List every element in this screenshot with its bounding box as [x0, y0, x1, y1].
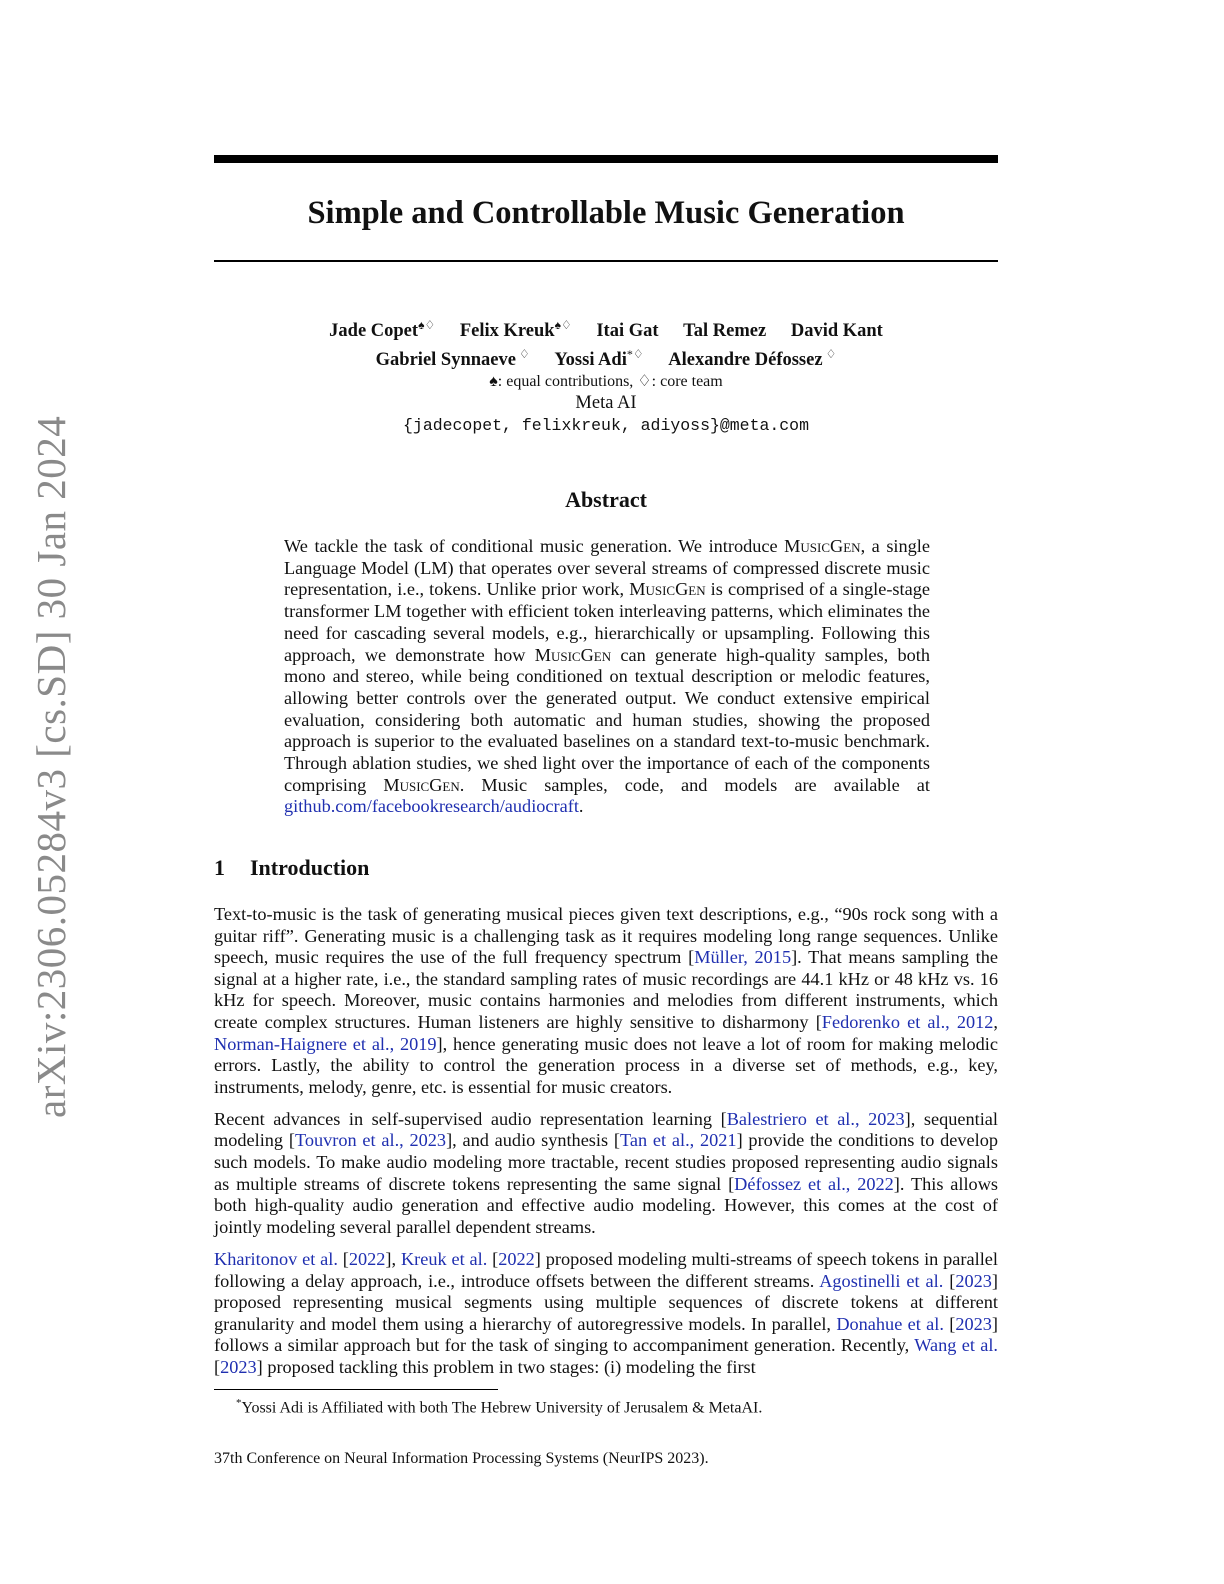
citation-link[interactable]: 2022: [498, 1248, 535, 1269]
author: Alexandre Défossez ♢: [668, 347, 837, 371]
footnote-rule: [214, 1389, 498, 1390]
section-number: 1: [214, 855, 225, 880]
abstract-text: We tackle the task of conditional music generation. We introduce MusicGen, a single Language Model (LM) that operates over several streams of compressed discrete music representation, i.e., tokens. Unlike prior work, MusicGen is comprised of a single-stage transformer LM together with efficient token interleaving patterns, which eliminates the need for cascading several models, e.g., hierarchically or upsampling. Following this approach, we demonstrate how MusicGen can generate high-quality samples, both mono and stereo, while being conditioned on textual description or melodic features, allowing better controls over the generated output. We conduct extensive empirical evaluation, considering both automatic and human studies, showing the proposed approach is superior to the evaluated baselines on a standard text-to-music benchmark. Through ablation studies, we shed light over the importance of each of the components comprising MusicGen. Music samples, code, and models are available at github.com/facebookresearch/audiocraft.: [284, 536, 931, 817]
author: Tal Remez: [683, 321, 767, 342]
venue-note: 37th Conference on Neural Information Processing Systems (NeurIPS 2023).: [214, 1450, 709, 1467]
citation-link[interactable]: Wang et al.: [914, 1335, 998, 1356]
citation-link[interactable]: Touvron et al., 2023: [294, 1130, 447, 1151]
author: Itai Gat: [596, 321, 659, 342]
citation-link[interactable]: Norman-Haignere et al., 2019: [214, 1033, 437, 1054]
section-heading-introduction: [214, 853, 998, 883]
abstract-heading: Abstract: [565, 487, 647, 512]
paper-title: Simple and Controllable Music Generation: [307, 195, 905, 231]
author: Yossi Adi*♢: [554, 347, 644, 371]
title-bottom-rule: [214, 260, 998, 262]
citation-link[interactable]: Müller, 2015: [694, 947, 792, 968]
code-repository-link[interactable]: github.com/facebookresearch/audiocraft: [284, 796, 579, 817]
paragraph: Text-to-music is the task of generating musical pieces given text descriptions, e.g., “90s rock song with a guitar riff”. Generating music is a challenging task as it requires modeling long range sequences. Unlike speech, music requires the use of the full frequency spectrum [Müller, 2015]. That means sampling the signal at a higher rate, i.e., the standard sampling rates of music recordings are 44.1 kHz or 48 kHz vs. 16 kHz for speech. Moreover, music contains harmonies and melodies from different instruments, which create complex structures. Human listeners are highly sensitive to disharmony [Fedorenko et al., 2012, Norman-Haignere et al., 2019], hence generating music does not leave a lot of room for making melodic errors. Lastly, the ability to control the generation process in a diverse set of methods, e.g., key, instruments, melody, genre, etc. is essential for music creators.: [214, 904, 998, 1097]
citation-link[interactable]: Agostinelli et al.: [819, 1270, 944, 1291]
citation-link[interactable]: Kharitonov et al.: [214, 1248, 338, 1269]
citation-link[interactable]: 2022: [348, 1248, 386, 1269]
author-line-2: [214, 343, 998, 372]
citation-link[interactable]: Donahue et al.: [836, 1313, 944, 1334]
author-emails: {jadecopet, felixkreuk, adiyoss}@meta.com: [403, 416, 809, 436]
contribution-note: ♠: equal contributions, ♢: core team: [489, 373, 723, 391]
citation-link[interactable]: Fedorenko et al., 2012: [821, 1011, 994, 1032]
affiliation: Meta AI: [575, 393, 637, 414]
citation-link[interactable]: 2023: [220, 1356, 257, 1377]
paragraph: Recent advances in self-supervised audio representation learning [Balestriero et al., 2023], sequential modeling [Touvron et al., 2023], and audio synthesis [Tan et al., 2021] provide the conditions to develop such models. To make audio modeling more tractable, recent studies proposed representing audio signals as multiple streams of discrete tokens representing the same signal [Défossez et al., 2022]. This allows both high-quality audio generation and effective audio modeling. However, this comes at the cost of jointly modeling several parallel dependent streams.: [214, 1108, 999, 1237]
citation-link[interactable]: Kreuk et al.: [400, 1248, 488, 1269]
author: Felix Kreuk♠♢: [459, 318, 572, 342]
footnote-mark: *: [236, 1397, 242, 1409]
arxiv-identifier: arXiv:2306.05284v3 [cs.SD] 30 Jan 2024: [28, 415, 74, 1118]
author-block: [214, 314, 998, 438]
model-name: MusicGen: [629, 579, 706, 600]
citation-link[interactable]: Tan et al., 2021: [619, 1130, 737, 1151]
introduction-body: [214, 904, 998, 1389]
model-name: MusicGen: [383, 774, 460, 795]
model-name: MusicGen: [784, 536, 861, 556]
citation-link[interactable]: Balestriero et al., 2023: [726, 1108, 905, 1129]
model-name: MusicGen: [534, 644, 612, 665]
footnote: *Yossi Adi is Affiliated with both The Hebrew University of Jerusalem & MetaAI.: [236, 1397, 763, 1417]
paragraph: Kharitonov et al. [2022], Kreuk et al. [2022] proposed modeling multi-streams of speech tokens in parallel following a delay approach, i.e., introduce offsets between the different streams. Agostinelli et al. [2023] proposed representing musical segments using multiple sequences of discrete tokens at different granularity and model them using a hierarchy of autoregressive models. In parallel, Donahue et al. [2023] follows a similar approach but for the task of singing to accompaniment generation. Recently, Wang et al. [2023] proposed tackling this problem in two stages: (i) modeling the first: [214, 1248, 998, 1377]
title-top-rule: [214, 155, 998, 163]
author: Jade Copet♠♢: [329, 318, 436, 342]
citation-link[interactable]: Défossez et al., 2022: [734, 1173, 894, 1194]
author-line-1: [214, 314, 998, 343]
citation-link[interactable]: 2023: [955, 1313, 992, 1334]
citation-link[interactable]: 2023: [955, 1270, 992, 1291]
section-title: Introduction: [250, 855, 370, 880]
author: Gabriel Synnaeve ♢: [375, 347, 530, 371]
author: David Kant: [790, 321, 883, 342]
